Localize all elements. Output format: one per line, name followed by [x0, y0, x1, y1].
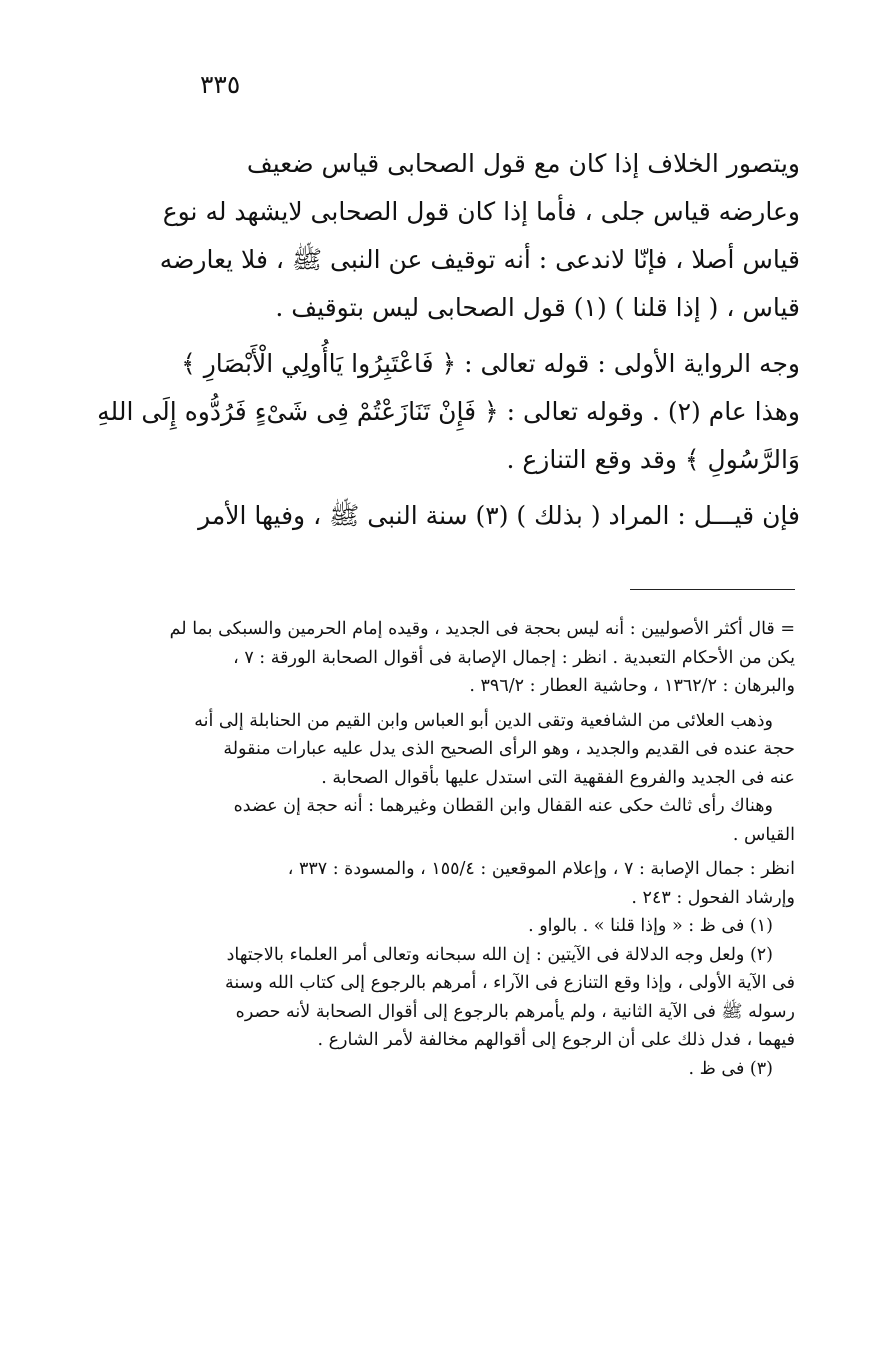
footnote-line: والبرهان : ١٣٦٢/٢ ، وحاشية العطار : ٣٩٦/٢ . — [469, 676, 795, 696]
footnote-line: رسوله ﷺ فى الآية الثانية ، ولم يأمرهم بالرجوع إلى أقوال الصحابة لأنه حصره — [235, 1001, 795, 1022]
page-number: ٣٣٥ — [200, 70, 241, 99]
text-line: وهذا عام (٢) . وقوله تعالى : ﴿ فَإِنْ تَنَازَعْتُمْ فِى شَىْءٍ فَرُدُّوه إِلَى اللهِ — [97, 397, 800, 426]
footnote-line: القياس . — [732, 824, 795, 845]
footnote-block — [150, 615, 795, 701]
footnote-line: حجة عنده فى القديم والجديد ، وهو الرأى الصحيح الذى يدل عليه عبارات منقولة — [223, 739, 795, 759]
footnotes — [150, 615, 795, 1083]
text-line: وَالرَّسُولِ ﴾ وقد وقع التنازع . — [506, 445, 800, 474]
footnote-line: عنه فى الجديد والفروع الفقهية التى استدل عليها بأقوال الصحابة . — [321, 767, 795, 788]
text-line: وعارضه قياس جلى ، فأما إذا كان قول الصحابى لايشهد له نوع — [162, 197, 800, 226]
paragraph — [97, 340, 800, 484]
main-text — [97, 140, 800, 540]
footnote-block — [150, 707, 795, 850]
text-line: وجه الرواية الأولى : قوله تعالى : ﴿ فَاعْتَبِرُوا يَاأُولِي الْأَبْصَارِ ﴾ — [181, 349, 800, 378]
footnote-line: فى الآية الأولى ، وإذا وقع التنازع فى الآراء ، أمرهم بالرجوع إلى كتاب الله وسنة — [224, 973, 795, 993]
footnote-line: وإرشاد الفحول : ٢٤٣ . — [631, 887, 795, 908]
footnote-block — [150, 855, 795, 912]
footnote-line: وذهب العلائى من الشافعية وتقى الدين أبو العباس وابن القيم من الحنابلة إلى أنه — [194, 710, 773, 731]
footnote-line: (٢) ولعل وجه الدلالة فى الآيتين : إن الله سبحانه وتعالى أمر العلماء بالاجتهاد — [226, 944, 773, 965]
footnote-line: انظر : جمال الإصابة : ٧ ، وإعلام الموقعين : ١٥٥/٤ ، والمسودة : ٣٣٧ ، — [287, 859, 795, 879]
footnote-3 — [150, 1055, 795, 1084]
paragraph — [150, 140, 800, 332]
footnote-line: (٣) فى ظ . — [688, 1058, 773, 1079]
footnote-line: وهناك رأى ثالث حكى عنه القفال وابن القطان وغيرهما : أنه حجة إن عضده — [233, 796, 773, 816]
text-line: فإن قيـــل : المراد ( بذلك ) (٣) سنة النبى ﷺ ، وفيها الأمر — [198, 501, 800, 530]
footnote-line: فيهما ، فدل ذلك على أن الرجوع إلى أقوالهم مخالفة لأمر الشارع . — [317, 1030, 795, 1050]
footnote-line: يكن من الأحكام التعبدية . انظر : إجمال الإصابة فى أقوال الصحابة الورقة : ٧ ، — [233, 647, 795, 668]
footnote-line: (١) فى ظ : « وإذا قلنا » . بالواو . — [528, 916, 773, 936]
footnote-separator — [630, 589, 795, 590]
footnote-2 — [150, 941, 795, 1055]
footnote-1 — [150, 912, 795, 941]
paragraph — [150, 492, 800, 540]
text-line: قياس ، ( إذا قلنا ) (١) قول الصحابى ليس بتوقيف . — [275, 293, 800, 322]
footnote-line: = قال أكثر الأصوليين : أنه ليس بحجة فى الجديد ، وقيده إمام الحرمين والسبكى بما لم — [169, 619, 795, 639]
text-line: قياس أصلا ، فإنّا لاندعى : أنه توقيف عن النبى ﷺ ، فلا يعارضه — [159, 245, 800, 274]
text-line: ويتصور الخلاف إذا كان مع قول الصحابى قياس ضعيف — [246, 149, 800, 178]
